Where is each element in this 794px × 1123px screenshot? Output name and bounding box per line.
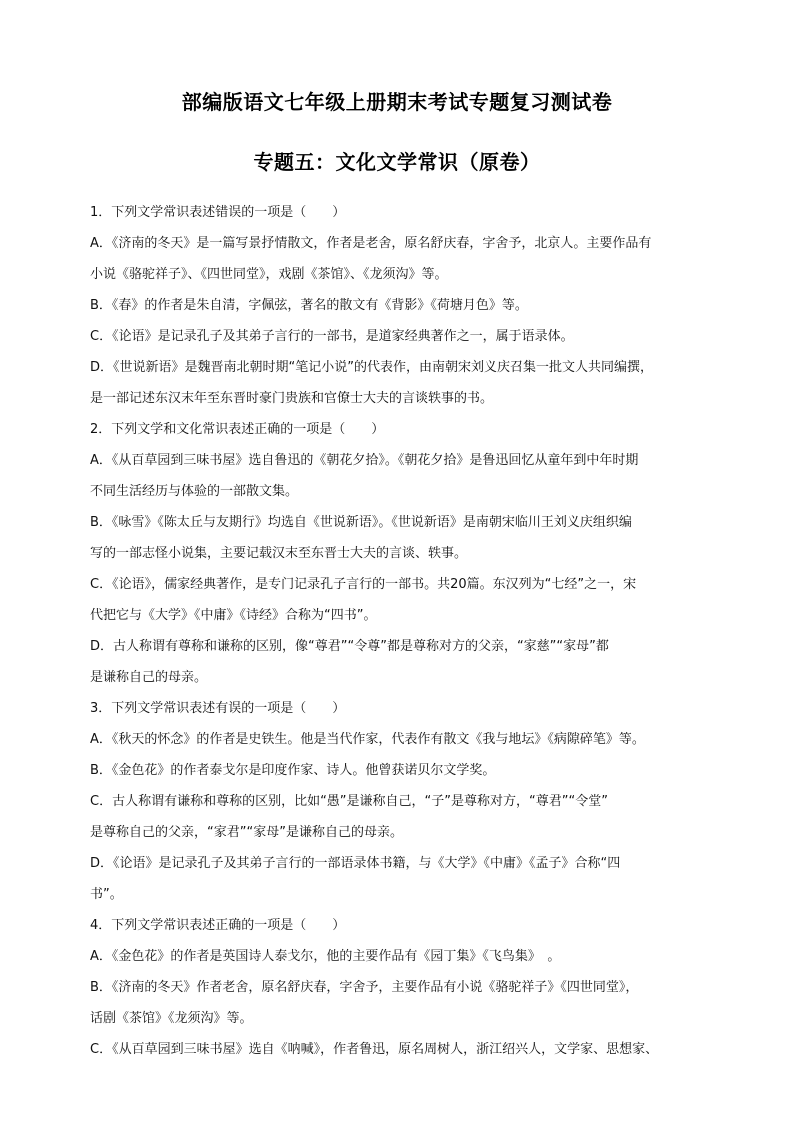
question-1-option-a: A．《济南的冬天》是一篇写景抒情散文，作者是老舍，原名舒庆春，字舍予，北京人。主要作品有 <box>90 236 652 251</box>
question-4-option-a: A．《金色花》的作者是英国诗人泰戈尔，他的主要作品有《园丁集》《飞鸟集》 。 <box>90 949 561 964</box>
question-3-option-d-cont: 书”。 <box>90 887 123 902</box>
question-2-stem: 2．下列文学和文化常识表述正确的一项是（ ） <box>90 422 385 437</box>
question-2-option-c-cont: 代把它与《大学》《中庸》《诗经》合称为“四书”。 <box>90 608 377 623</box>
question-2-option-d: D．古人称谓有尊称和谦称的区别，像“尊君”“令尊”都是尊称对方的父亲，“家慈”“家母”都 <box>90 639 609 654</box>
question-2-option-a-cont: 不同生活经历与体验的一部散文集。 <box>90 484 299 499</box>
question-1-option-b: B．《春》的作者是朱自清，字佩弦，著名的散文有《背影》《荷塘月色》等。 <box>90 298 528 313</box>
question-1-option-d-cont: 是一部记述东汉末年至东晋时豪门贵族和官僚士大夫的言谈轶事的书。 <box>90 391 494 406</box>
page-subtitle: 专题五：文化文学常识（原卷） <box>253 150 541 174</box>
question-3-option-b: B．《金色花》的作者泰戈尔是印度作家、诗人。他曾获诺贝尔文学奖。 <box>90 763 496 778</box>
question-2-option-b-cont: 写的一部志怪小说集，主要记载汉末至东晋士大夫的言谈、轶事。 <box>90 546 468 561</box>
question-1-option-d: D．《世说新语》是魏晋南北朝时期“笔记小说”的代表作，由南朝宋刘义庆召集一批文人共同编撰， <box>90 360 653 375</box>
question-2-option-b: B．《咏雪》《陈太丘与友期行》均选自《世说新语》。《世说新语》是南朝宋临川王刘义庆组织编 <box>90 515 632 530</box>
page-title: 部编版语文七年级上册期末考试专题复习测试卷 <box>181 90 613 114</box>
question-1-option-a-cont: 小说《骆驼祥子》、《四世同堂》，戏剧《茶馆》、《龙须沟》等。 <box>90 267 448 282</box>
question-3-option-d: D．《论语》是记录孔子及其弟子言行的一部语录体书籍，与《大学》《中庸》《孟子》合称“四 <box>90 856 621 871</box>
question-4-option-b: B．《济南的冬天》作者老舍，原名舒庆春，字舍予，主要作品有小说《骆驼祥子》《四世同堂》， <box>90 980 639 995</box>
question-3-option-c-cont: 是尊称自己的父亲，“家君”“家母”是谦称自己的母亲。 <box>90 825 403 840</box>
question-3-stem: 3．下列文学常识表述有误的一项是（ ） <box>90 701 346 716</box>
question-2-option-d-cont: 是谦称自己的母亲。 <box>90 670 208 685</box>
question-2-option-a: A．《从百草园到三味书屋》选自鲁迅的《朝花夕拾》。《朝花夕拾》是鲁迅回忆从童年到中年时期 <box>90 453 639 468</box>
question-4-option-c: C．《从百草园到三味书屋》选自《呐喊》，作者鲁迅，原名周树人，浙江绍兴人，文学家、思想家、 <box>90 1042 659 1057</box>
question-1-option-c: C．《论语》是记录孔子及其弟子言行的一部书，是道家经典著作之一，属于语录体。 <box>90 329 574 344</box>
question-3-option-a: A．《秋天的怀念》的作者是史铁生。他是当代作家，代表作有散文《我与地坛》《病隙碎笔》等。 <box>90 732 645 747</box>
question-list <box>90 202 710 1070</box>
question-1-stem: 1．下列文学常识表述错误的一项是（ ） <box>90 205 346 220</box>
question-4-option-b-cont: 话剧《茶馆》《龙须沟》等。 <box>90 1011 253 1026</box>
question-3-option-c: C．古人称谓有谦称和尊称的区别，比如“愚”是谦称自己，“子”是尊称对方，“尊君”“令堂” <box>90 794 608 809</box>
question-2-option-c: C．《论语》，儒家经典著作，是专门记录孔子言行的一部书。共20篇。东汉列为“七经”之一，宋 <box>90 577 637 592</box>
question-4-stem: 4．下列文学常识表述正确的一项是（ ） <box>90 918 346 933</box>
